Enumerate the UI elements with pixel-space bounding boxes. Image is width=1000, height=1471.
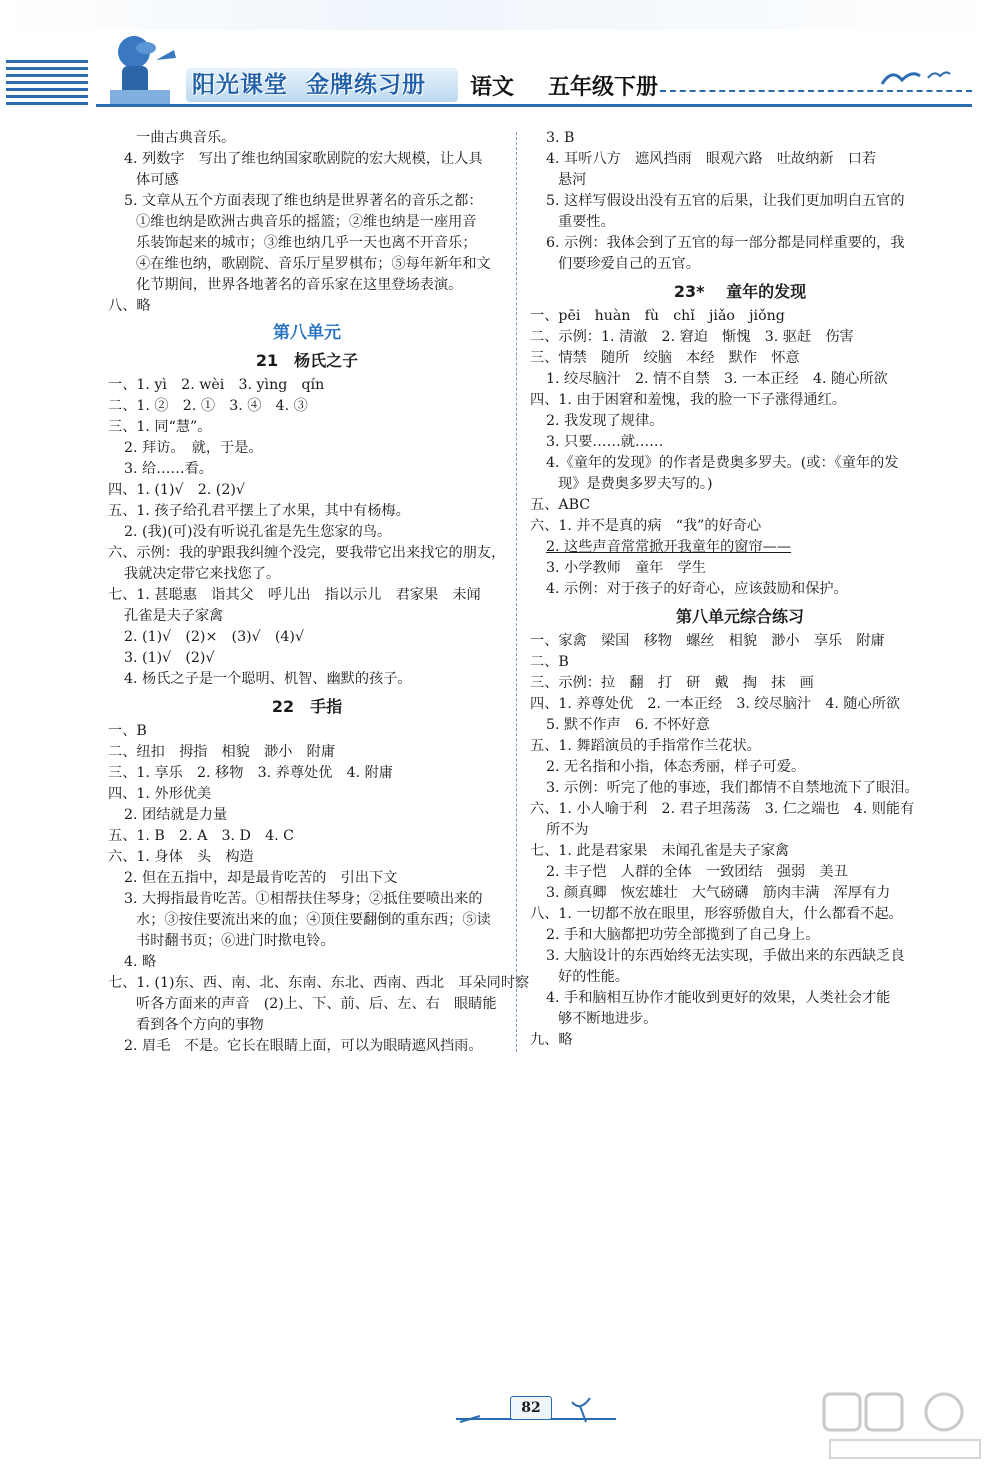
page-number: 82 — [510, 1396, 552, 1420]
answer-line: 4.《童年的发现》的作者是费奥多罗夫。(或：《童年的发 — [546, 455, 899, 471]
answer-line: 我就决定带它来找您了。 — [124, 566, 281, 582]
answer-line: 一、B — [108, 723, 147, 739]
answer-line: 1. 绞尽脑汁 2. 情不自禁 3. 一本正经 4. 随心所欲 — [546, 371, 888, 387]
answer-line: 五、ABC — [530, 497, 591, 513]
lesson-21-answers — [108, 375, 506, 690]
answer-line: 2. 但在五指中，却是最肯吃苦的 引出下文 — [124, 870, 398, 886]
answer-line: 2. 我发现了规律。 — [546, 413, 664, 429]
answer-line: 书时翻书页；⑥进门时揿电铃。 — [136, 933, 335, 949]
unit-review-answers — [530, 631, 950, 1051]
answer-line: 所不为 — [546, 822, 589, 838]
right-top-answers — [530, 128, 950, 275]
answer-line: 乐装饰起来的城市；③维也纳几乎一天也离不开音乐； — [136, 235, 477, 251]
answer-line: 三、情禁 随所 绞脑 本经 默作 怀意 — [530, 350, 800, 366]
answer-line: 五、1. 舞蹈演员的手指常作兰花状。 — [530, 738, 761, 754]
answer-line: 五、1. 孩子给孔君平摆上了水果，其中有杨梅。 — [108, 503, 410, 519]
answer-line: 八、略 — [108, 298, 151, 314]
subject-label: 语文 — [470, 75, 515, 100]
answer-line: 六、1. 身体 头 构造 — [108, 849, 254, 865]
answer-line: 4. 耳听八方 遮风挡雨 眼观六路 吐故纳新 口若 — [546, 151, 877, 167]
answer-line: 3. 小学教师 童年 学生 — [546, 560, 706, 576]
unit-review-title: 第八单元综合练习 — [675, 607, 804, 626]
answer-line: 三、1. 同“慧”。 — [108, 419, 212, 435]
answer-line: 七、1. 此是君家果 未闻孔雀是夫子家禽 — [530, 843, 790, 859]
answer-line: 3. 示例：听完了他的事迹，我们都情不自禁地流下了眼泪。 — [546, 780, 919, 796]
answer-line: 3. 大拇指最肯吃苦。①相帮扶住琴身；②抵住要喷出来的 — [124, 891, 483, 907]
answer-line: 悬河 — [558, 172, 587, 188]
answer-line: 七、1. 甚聪惠 诣其父 呼儿出 指以示儿 君家果 未闻 — [108, 587, 481, 603]
answer-line: 2. 无名指和小指，体态秀丽，样子可爱。 — [546, 759, 806, 775]
answer-line: 4. 示例：对于孩子的好奇心，应该鼓励和保护。 — [546, 581, 848, 597]
watermark-logo-icon — [820, 1390, 990, 1466]
answer-line: 2. 丰子恺 人群的全体 一致团结 强弱 美丑 — [546, 864, 848, 880]
answer-line: 水；③按住要流出来的血；④顶住要翻倒的重东西；⑤读 — [136, 912, 491, 928]
answer-line: 六、示例：我的驴跟我纠缠个没完，要我带它出来找它的朋友， — [108, 545, 506, 561]
column-divider — [516, 132, 517, 1052]
answer-line: 3. (1)√ (2)√ — [124, 650, 215, 666]
unit-title: 第八单元 — [273, 323, 341, 343]
answer-line: 六、1. 并不是真的病 “我”的好奇心 — [530, 518, 762, 534]
brand-left: 阳光课堂 — [192, 72, 288, 98]
answer-line: 够不断地进步。 — [558, 1011, 658, 1027]
answer-line: 听各方面来的声音 (2)上、下、前、后、左、右 眼睛能 — [136, 996, 497, 1012]
mascot-icon — [96, 30, 186, 110]
answer-line: 2. 团结就是力量 — [124, 807, 228, 823]
answer-line: 一、pēi huàn fù chǐ jiǎo jiǒng — [530, 308, 785, 324]
answer-line: 二、1. ② 2. ① 3. ④ 4. ③ — [108, 398, 308, 414]
answer-line: 3. 给……看。 — [124, 461, 213, 477]
answer-line: 四、1. 养尊处优 2. 一本正经 3. 绞尽脑汁 4. 随心所欲 — [530, 696, 901, 712]
left-column — [108, 128, 530, 1057]
brand-right: 金牌练习册 — [306, 72, 426, 98]
answer-line: 3. 只要……就…… — [546, 434, 664, 450]
answer-line: 6. 示例：我体会到了五官的每一部分都是同样重要的，我 — [546, 235, 905, 251]
answer-line: 2. 拜访。 就，于是。 — [124, 440, 263, 456]
answer-line: 2. (我)(可)没有听说孔雀是先生您家的鸟。 — [124, 524, 392, 540]
answer-line: 现》是费奥多罗夫写的。) — [558, 476, 713, 492]
answer-line: 六、1. 小人喻于利 2. 君子坦荡荡 3. 仁之端也 4. 则能有 — [530, 801, 915, 817]
answer-line: 2. (1)√ (2)× (3)√ (4)√ — [124, 629, 305, 645]
lesson-23-title: 23* 童年的发现 — [673, 282, 807, 301]
answer-line: 4. 列数字 写出了维也纳国家歌剧院的宏大规模，让人具 — [124, 151, 483, 167]
answer-line: 4. 略 — [124, 954, 157, 970]
answer-line: 二、B — [530, 654, 569, 670]
answer-line: 一、1. yì 2. wèi 3. yìng qín — [108, 377, 325, 393]
answer-line: 八、1. 一切都不放在眼里，形容骄傲自大，什么都看不起。 — [530, 906, 903, 922]
answer-line: ①维也纳是欧洲古典音乐的摇篮；②维也纳是一座用音 — [136, 214, 477, 230]
answer-line: 四、1. 由于困窘和羞愧，我的脸一下子涨得通红。 — [530, 392, 846, 408]
header-stripes — [6, 60, 88, 106]
birds-icon — [872, 60, 962, 96]
answer-line: 们要珍爱自己的五官。 — [558, 256, 700, 272]
answer-line: 三、示例：拉 翻 打 研 戴 掏 抹 画 — [530, 675, 814, 691]
lesson-21-title: 21 杨氏之子 — [255, 351, 359, 370]
grade-label: 五年级下册 — [548, 75, 659, 100]
right-column — [530, 128, 950, 1051]
answer-line: 看到各个方向的事物 — [136, 1017, 264, 1033]
answer-line: ④在维也纳，歌剧院、音乐厅星罗棋布；⑤每年新年和文 — [136, 256, 491, 272]
answer-line: 2. 眉毛 不是。它长在眼睛上面，可以为眼睛遮风挡雨。 — [124, 1038, 483, 1054]
answer-line: 好的性能。 — [558, 969, 629, 985]
answer-line: 二、示例：1. 清澈 2. 窘迫 惭愧 3. 驱赶 伤害 — [530, 329, 854, 345]
answer-line: 孔雀是夫子家禽 — [124, 608, 224, 624]
header-band — [0, 0, 1000, 30]
answer-line: 5. 默不作声 6. 不怀好意 — [546, 717, 710, 733]
answer-line: 四、1. (1)√ 2. (2)√ — [108, 482, 245, 498]
answer-line: 一曲古典音乐。 — [136, 130, 236, 146]
answer-line: 四、1. 外形优美 — [108, 786, 212, 802]
left-top-answers — [108, 128, 506, 317]
answer-line: 化节期间，世界各地著名的音乐家在这里登场表演。 — [136, 277, 463, 293]
answer-line: 体可感 — [136, 172, 179, 188]
answer-line: 九、略 — [530, 1032, 573, 1048]
answer-line: 4. 杨氏之子是一个聪明、机智、幽默的孩子。 — [124, 671, 412, 687]
answer-line: 重要性。 — [558, 214, 615, 230]
answer-line: 3. B — [546, 130, 575, 146]
header-rule — [96, 104, 972, 107]
answer-line: 3. 颜真卿 恢宏雄壮 大气磅礴 筋肉丰满 浑厚有力 — [546, 885, 891, 901]
answer-line: 五、1. B 2. A 3. D 4. C — [108, 828, 295, 844]
page-header — [0, 0, 1000, 118]
answer-line: 5. 这样写假设出没有五官的后果，让我们更加明白五官的 — [546, 193, 905, 209]
answer-line: 2. 手和大脑都把功劳全部揽到了自己身上。 — [546, 927, 820, 943]
answer-line: 一、家禽 梁国 移物 螺丝 相貌 渺小 享乐 附庸 — [530, 633, 885, 649]
answer-line: 二、纽扣 拇指 相貌 渺小 附庸 — [108, 744, 336, 760]
lesson-23-answers — [530, 306, 950, 600]
answer-line: 2. 这些声音常常掀开我童年的窗帘—— — [546, 539, 792, 555]
answer-line: 4. 手和脑相互协作才能收到更好的效果，人类社会才能 — [546, 990, 891, 1006]
lesson-22-answers — [108, 721, 530, 1057]
answer-line: 3. 大脑设计的东西始终无法实现，手做出来的东西缺乏良 — [546, 948, 905, 964]
answer-line: 三、1. 享乐 2. 移物 3. 养尊处优 4. 附庸 — [108, 765, 393, 781]
lesson-22-title: 22 手指 — [271, 697, 343, 716]
answer-line: 5. 文章从五个方面表现了维也纳是世界著名的音乐之都： — [124, 193, 483, 209]
brand-title — [192, 66, 426, 99]
answer-line: 七、1. (1)东、西、南、北、东南、东北、西南、西北 耳朵同时察 — [108, 975, 530, 991]
